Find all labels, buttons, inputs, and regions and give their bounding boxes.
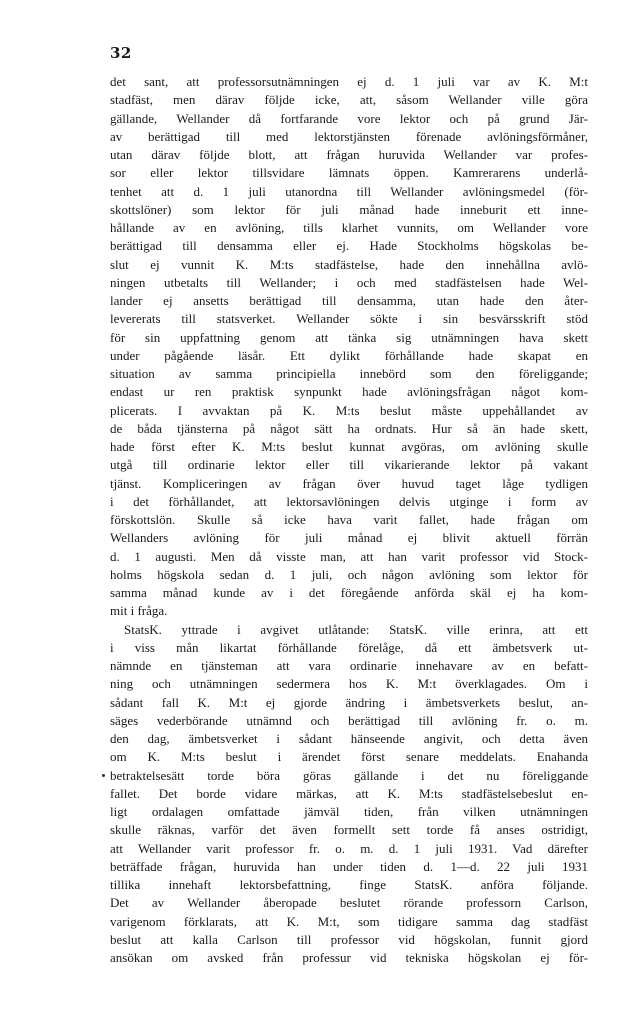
text-line: under pågående läsår. Ett dylikt förhållande hade skapat en [110, 347, 588, 363]
text-line: ansökan om avsked från professur vid tekniska högskolan ej för- [110, 950, 588, 965]
text-line: det sant, att professorsutnämningen ej d. 1 juli var av K. M:t [110, 74, 588, 89]
text-line: förskottslön. Skulle så icke hava varit fallet, hade frågan om [110, 512, 588, 527]
text-line: om K. M:ts beslut i ärendet först senare meddelats. Enahanda [110, 749, 588, 765]
text-line: sor eller lektor tillsvidare lämnats öppen. Kamrerarens underlå- [110, 165, 588, 181]
text-line: sådant fall K. M:t ej gjorde ändring i ämbetsverkets beslut, an- [110, 694, 588, 710]
body-text [110, 73, 588, 967]
text-line: i det förhållandet, att lektorsavlöningen delvis utginge i form av [110, 493, 588, 509]
paragraph-start-line: StatsK. yttrade i avgivet utlåtande: StatsK. ville erinra, att ett [124, 621, 588, 637]
text-line: samma månad kunde av i det föregående anförda skäl ej ha kom- [110, 585, 588, 600]
text-line: ligt ordalagen omfattade jämväl tiden, från vilken utnämningen [110, 804, 588, 819]
text-line: beträffade frågan, huruvida han under tiden d. 1—d. 22 juli 1931 [110, 858, 588, 874]
text-line: situation av samma principiella innebörd som den föreliggande; [110, 366, 588, 381]
text-line: levererats till statsverket. Wellander sökte i sin besvärsskrift stöd [110, 311, 588, 327]
paragraph-end-line: mit i fråga. [110, 603, 168, 619]
text-line: säges vederbörande utnämnd och berättigad till avlöning fr. o. m. [110, 712, 588, 728]
text-line: fallet. Det borde vidare märkas, att K. M:ts stadfästelsebeslut en- [110, 785, 588, 801]
text-line: Det av Wellander åberopade beslutet rörande professorn Carlson, [110, 895, 588, 911]
text-line: lander ej ansetts berättigad till densamma, utan hade den åter- [110, 293, 588, 308]
text-line: för sin uppfattning genom att tänka sig utnämningen hava skett [110, 329, 588, 345]
text-line: plicerats. I avvaktan på K. M:ts beslut måste uppehållandet av [110, 402, 588, 418]
text-line: hade först efter K. M:ts beslut kunnat avgöras, om avlöning skulle [110, 439, 588, 454]
text-line: hållande av en avlöning, tills klarhet vunnits, om Wellander vore [110, 220, 588, 235]
text-line: tenhet att d. 1 juli utanordna till Wellander avlöningsmedel (för- [110, 183, 588, 199]
margin-dot [102, 774, 105, 777]
text-line: utgå till ordinarie lektor eller till vikarierande lektor på vakant [110, 457, 588, 473]
text-line: holms högskola sedan d. 1 juli, och någon avlöning som lektor för [110, 566, 588, 582]
text-line: att Wellander varit professor fr. o. m. d. 1 juli 1931. Vad därefter [110, 840, 588, 856]
text-line: slut ej vunnit K. M:ts stadfästelse, hade den innehållna avlö- [110, 256, 588, 272]
page-number: 32 [110, 44, 132, 62]
text-line: den dag, ämbetsverket i sådant hänseende angivit, och detta även [110, 731, 588, 746]
text-line: gällande, Wellander då fortfarande vore lektor och på grund Jär- [110, 110, 588, 126]
text-line: Wellanders avlöning för juli månad ej blivit aktuell förrän [110, 530, 588, 546]
text-line: skulle räknas, varför det även formellt sett torde få anses ostridigt, [110, 822, 588, 838]
text-line: av berättigad till med lektorstjänsten förenade avlöningsförmåner, [110, 128, 588, 144]
text-line: beslut att kalla Carlson till professor vid högskolan, funnit gjord [110, 931, 588, 947]
text-line: endast ur ren praktisk synpunkt hade avlöningsfrågan något kom- [110, 384, 588, 400]
text-line: varigenom förklarats, att K. M:t, som tidigare samma dag stadfäst [110, 913, 588, 929]
text-line: tjänst. Kompliceringen av frågan över huvud taget låge tydligen [110, 475, 588, 491]
text-line: i viss mån likartat förhållande förelåge, då ett ämbetsverk ut- [110, 639, 588, 655]
text-line: utan därav följde blott, att frågan huruvida Wellander var profes- [110, 147, 588, 162]
text-line: skottslöner) som lektor för juli månad hade inneburit ett inne- [110, 201, 588, 217]
text-line: ningen utbetalts till Wellander; i och med stadfästelsen hade Wel- [110, 274, 588, 290]
text-line: d. 1 augusti. Men då visste man, att han varit professor vid Stock- [110, 548, 588, 564]
text-line: tillika innehaft lektorsbefattning, finge StatsK. anföra följande. [110, 877, 588, 892]
text-line: stadfäst, men därav följde icke, att, såsom Wellander ville göra [110, 92, 588, 108]
text-line: nämnde en tjänsteman att vara ordinarie innehavare av en befatt- [110, 658, 588, 673]
text-line: berättigad till densamma eller ej. Hade Stockholms högskolas be- [110, 238, 588, 254]
text-line: de båda tjänsterna på något sätt ha ordnats. Hur så än hade skett, [110, 420, 588, 436]
text-line: ning och utnämningen sedermera hos K. M:t överklagades. Om i [110, 676, 588, 692]
text-line: betraktelsesätt torde böra göras gällande i det nu föreliggande [110, 767, 588, 783]
